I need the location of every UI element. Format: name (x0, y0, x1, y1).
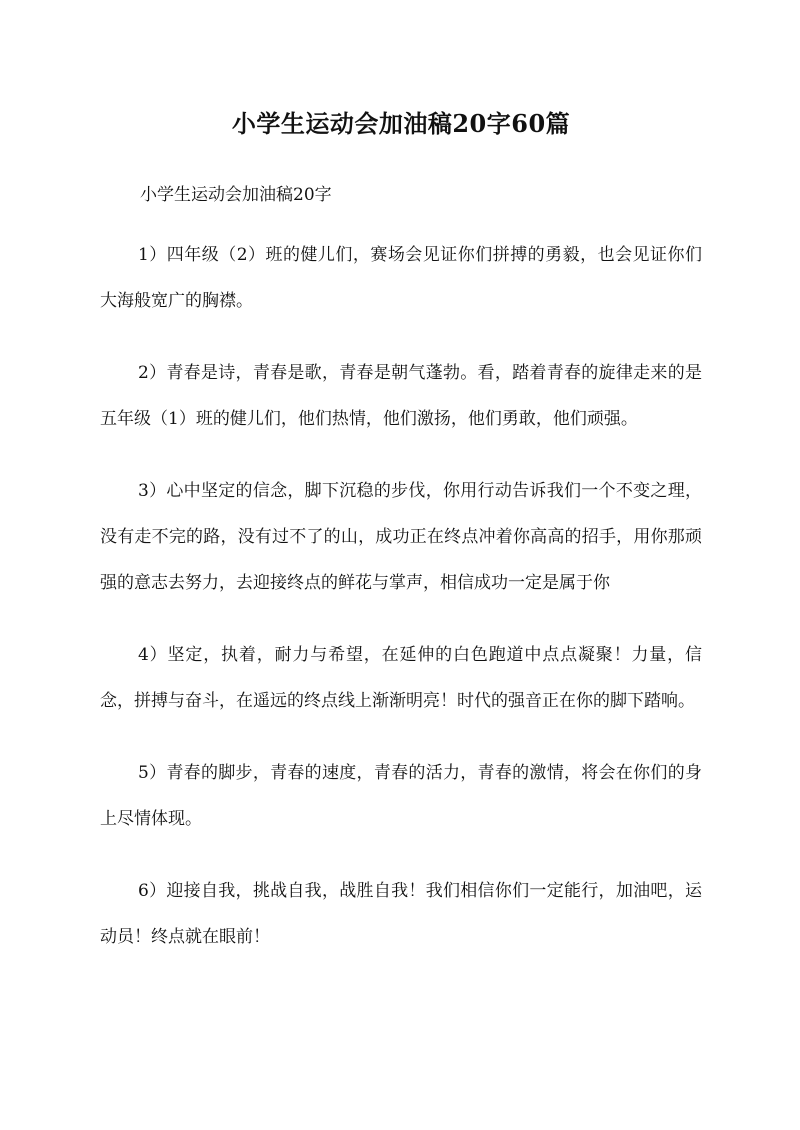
paragraph-6: 6）迎接自我，挑战自我，战胜自我！我们相信你们一定能行，加油吧，运动员！终点就在眼前！ (100, 881, 702, 947)
paragraph-4: 4）坚定，执着，耐力与希望，在延伸的白色跑道中点点凝聚！力量，信念，拼搏与奋斗，在遥远的终点线上渐渐明亮！时代的强音正在你的脚下踏响。 (100, 645, 702, 711)
paragraph-3: 3）心中坚定的信念，脚下沉稳的步伐，你用行动告诉我们一个不变之理，没有走不完的路，没有过不了的山，成功正在终点冲着你高高的招手，用你那顽强的意志去努力，去迎接终点的鲜花与掌声，相信成功一定是属于你 (100, 481, 702, 593)
paragraph-2: 2）青春是诗，青春是歌，青春是朝气蓬勃。看，踏着青春的旋律走来的是五年级（1）班的健儿们，他们热情，他们激扬，他们勇敢，他们顽强。 (100, 363, 702, 429)
document-subtitle: 小学生运动会加油稿20字 (140, 185, 332, 205)
document-title: 小学生运动会加油稿20字60篇 (231, 109, 571, 138)
paragraph-1: 1）四年级（2）班的健儿们，赛场会见证你们拼搏的勇毅，也会见证你们大海般宽广的胸襟。 (100, 245, 702, 311)
paragraph-5: 5）青春的脚步，青春的速度，青春的活力，青春的激情，将会在你们的身上尽情体现。 (100, 763, 702, 829)
paragraph-list (100, 232, 702, 960)
